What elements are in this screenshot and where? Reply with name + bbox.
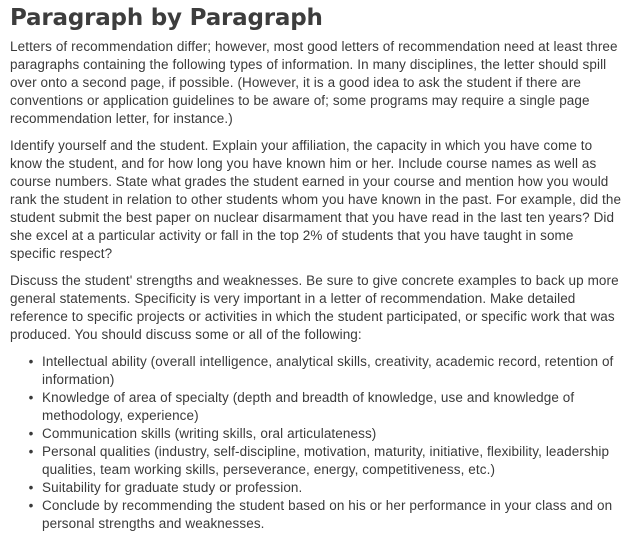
bullet-icon: •	[28, 426, 34, 441]
list-item	[28, 443, 628, 479]
list-item-text: Communication skills (writing skills, oral articulateness)	[42, 426, 377, 441]
bullet-icon: •	[28, 390, 34, 405]
list-item-text: Personal qualities (industry, self-discipline, motivation, maturity, initiative, flexibility, leadership qualities, team working skills, perseverance, energy, competitiveness, etc.)	[42, 444, 610, 477]
paragraph-intro: Letters of recommendation differ; however, most good letters of recommendation need at least three paragraphs containing the following types of information. In many disciplines, the letter should spill over onto a second page, if possible. (However, it is a good idea to ask the student if there are conventions or application guidelines to be aware of; some programs may require a single page recommendation letter, for instance.)	[10, 39, 618, 126]
bullet-icon: •	[28, 444, 34, 459]
list-item	[28, 425, 628, 443]
list-item-text: Suitability for graduate study or profession.	[42, 480, 303, 495]
bullet-icon: •	[28, 498, 34, 513]
paragraph-identify: Identify yourself and the student. Explain your affiliation, the capacity in which you have come to know the student, and for how long you have known him or her. Include course names as well as course numbers. State what grades the student earned in your course and mention how you would rank the student in relation to other students whom you have known in the past. For example, did the student submit the best paper on nuclear disarmament that you have read in the last ten years? Did she excel at a particular activity or fall in the top 2% of students that you have taught in some specific respect?	[10, 138, 622, 261]
list-item-text: Intellectual ability (overall intelligence, analytical skills, creativity, academic record, retention of information)	[42, 354, 614, 387]
list-item-text: Conclude by recommending the student based on his or her performance in your class and on personal strengths and weaknesses.	[42, 498, 613, 531]
list-item	[28, 479, 628, 497]
bullet-icon: •	[28, 354, 34, 369]
list-item-text: Knowledge of area of specialty (depth and breadth of knowledge, use and knowledge of methodology, experience)	[42, 390, 575, 423]
bullet-icon: •	[28, 480, 34, 495]
list-item	[28, 353, 628, 389]
list-item	[28, 389, 628, 425]
list-item	[28, 497, 628, 533]
page-title: Paragraph by Paragraph	[10, 5, 323, 31]
qualities-list	[10, 353, 628, 533]
paragraph-strengths: Discuss the student' strengths and weaknesses. Be sure to give concrete examples to back up more general statements. Specificity is very important in a letter of recommendation. Make detailed reference to specific projects or activities in which the student participated, or specific work that was produced. You should discuss some or all of the following:	[10, 273, 619, 342]
